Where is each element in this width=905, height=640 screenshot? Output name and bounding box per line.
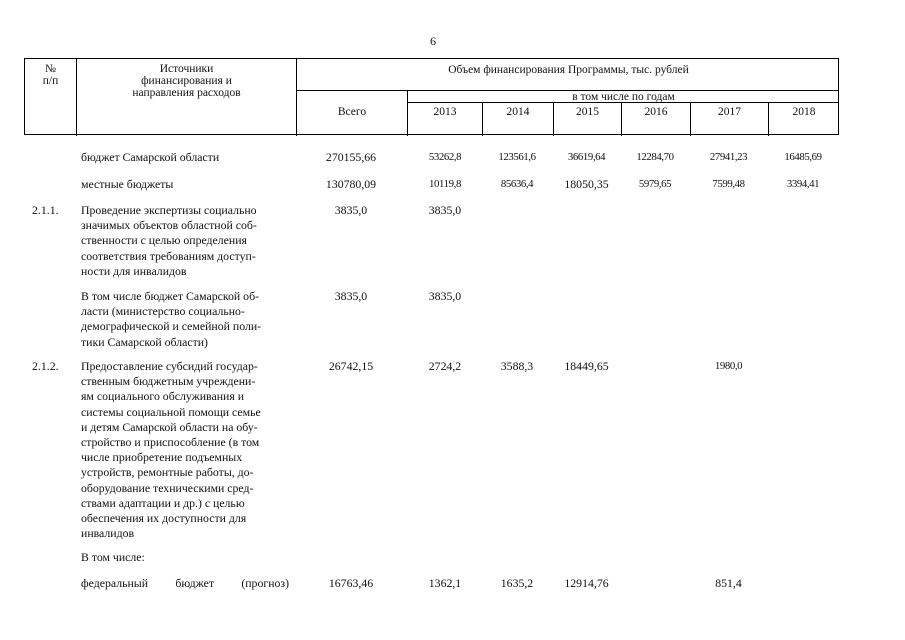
row-value: 12914,76 <box>564 576 609 590</box>
row-value: 1980,0 <box>714 360 743 372</box>
desc-line: и детям Самарской области на обу- <box>81 419 258 434</box>
desc-line: устройств, ремонтные работы, до- <box>81 465 254 480</box>
header-total: Всего <box>337 106 367 118</box>
row-value: 3588,3 <box>500 359 534 373</box>
row-value: 36619,64 <box>567 151 606 163</box>
row-label: В том числе: <box>81 550 145 564</box>
desc-line: соответствия требованиям доступ- <box>81 248 256 263</box>
row-value: 18050,35 <box>564 177 609 191</box>
row-total: 130780,09 <box>325 177 377 191</box>
header-year: 2016 <box>644 106 668 118</box>
desc-line: ствами адаптации и др.) с целью <box>81 495 245 510</box>
row-value: 2724,2 <box>428 359 462 373</box>
row-value: 5979,65 <box>638 178 672 190</box>
desc-line: числе приобретение подъемных <box>81 450 243 465</box>
desc-line: значимых объектов областной соб- <box>81 218 257 233</box>
header-year: 2013 <box>433 106 457 118</box>
row-value: 85636,4 <box>500 178 534 190</box>
header-by-years: в том числе по годам <box>572 91 675 103</box>
header-year: 2017 <box>718 106 741 118</box>
desc-line: Предоставление субсидий государ- <box>81 359 258 373</box>
row-value: 7599,48 <box>712 178 745 190</box>
header-volume-title: Объем финансирования Программы, тыс. рублей <box>448 64 689 76</box>
row-description <box>81 359 289 541</box>
row-value: 851,4 <box>715 576 742 590</box>
row-number: 2.1.2. <box>32 359 59 373</box>
row-value: 27941,23 <box>709 151 748 163</box>
header-num: № п/п <box>42 63 59 87</box>
desc-line: В том числе бюджет Самарской об- <box>81 289 259 303</box>
row-value: 10119,8 <box>429 178 461 190</box>
desc-line: ям социального обслуживания и <box>81 389 245 404</box>
header-sources: Источники финансирования и направления расходов <box>132 63 241 99</box>
desc-line: ласти (министерство социально- <box>81 304 245 319</box>
table-header <box>24 58 839 135</box>
row-value: 16485,69 <box>784 151 822 163</box>
row-description <box>81 289 289 350</box>
row-label: федеральный бюджет (прогноз) <box>81 576 289 590</box>
row-label: местные бюджеты <box>81 177 174 191</box>
page-number: 6 <box>430 34 436 48</box>
row-value: 12284,70 <box>636 151 674 163</box>
row-total: 26742,15 <box>328 359 374 373</box>
row-total: 16763,46 <box>328 576 374 590</box>
row-label: бюджет Самарской области <box>81 150 220 164</box>
desc-line: системы социальной помощи семье <box>81 404 261 419</box>
desc-line: ственности с целью определения <box>81 233 247 248</box>
desc-line: Проведение экспертизы социально <box>81 203 257 217</box>
row-total: 270155,66 <box>325 150 377 164</box>
header-year: 2015 <box>576 106 599 118</box>
desc-line: ности для инвалидов <box>81 263 187 278</box>
row-description <box>81 203 289 279</box>
row-value: 123561,6 <box>498 151 536 163</box>
desc-line: инвалидов <box>81 526 135 541</box>
desc-line: ственным бюджетным учреждени- <box>81 374 256 389</box>
desc-line: тики Самарской области) <box>81 334 208 349</box>
desc-line: обеспечения их доступности для <box>81 511 247 526</box>
row-total: 3835,0 <box>334 203 368 217</box>
header-year: 2014 <box>506 106 530 118</box>
row-value: 1362,1 <box>428 576 462 590</box>
row-value: 3835,0 <box>428 203 462 217</box>
desc-line: демографической и семейной поли- <box>81 319 262 334</box>
desc-line: стройство и приспособление (в том <box>81 435 260 450</box>
row-number: 2.1.1. <box>32 203 59 217</box>
row-value: 53262,8 <box>428 151 462 163</box>
desc-line: оборудование техническими сред- <box>81 480 254 495</box>
row-value: 1635,2 <box>500 576 534 590</box>
row-value: 18449,65 <box>564 359 609 373</box>
row-value: 3394,41 <box>786 178 820 190</box>
header-year: 2018 <box>792 106 816 118</box>
row-value: 3835,0 <box>428 289 462 303</box>
row-total: 3835,0 <box>334 289 368 303</box>
